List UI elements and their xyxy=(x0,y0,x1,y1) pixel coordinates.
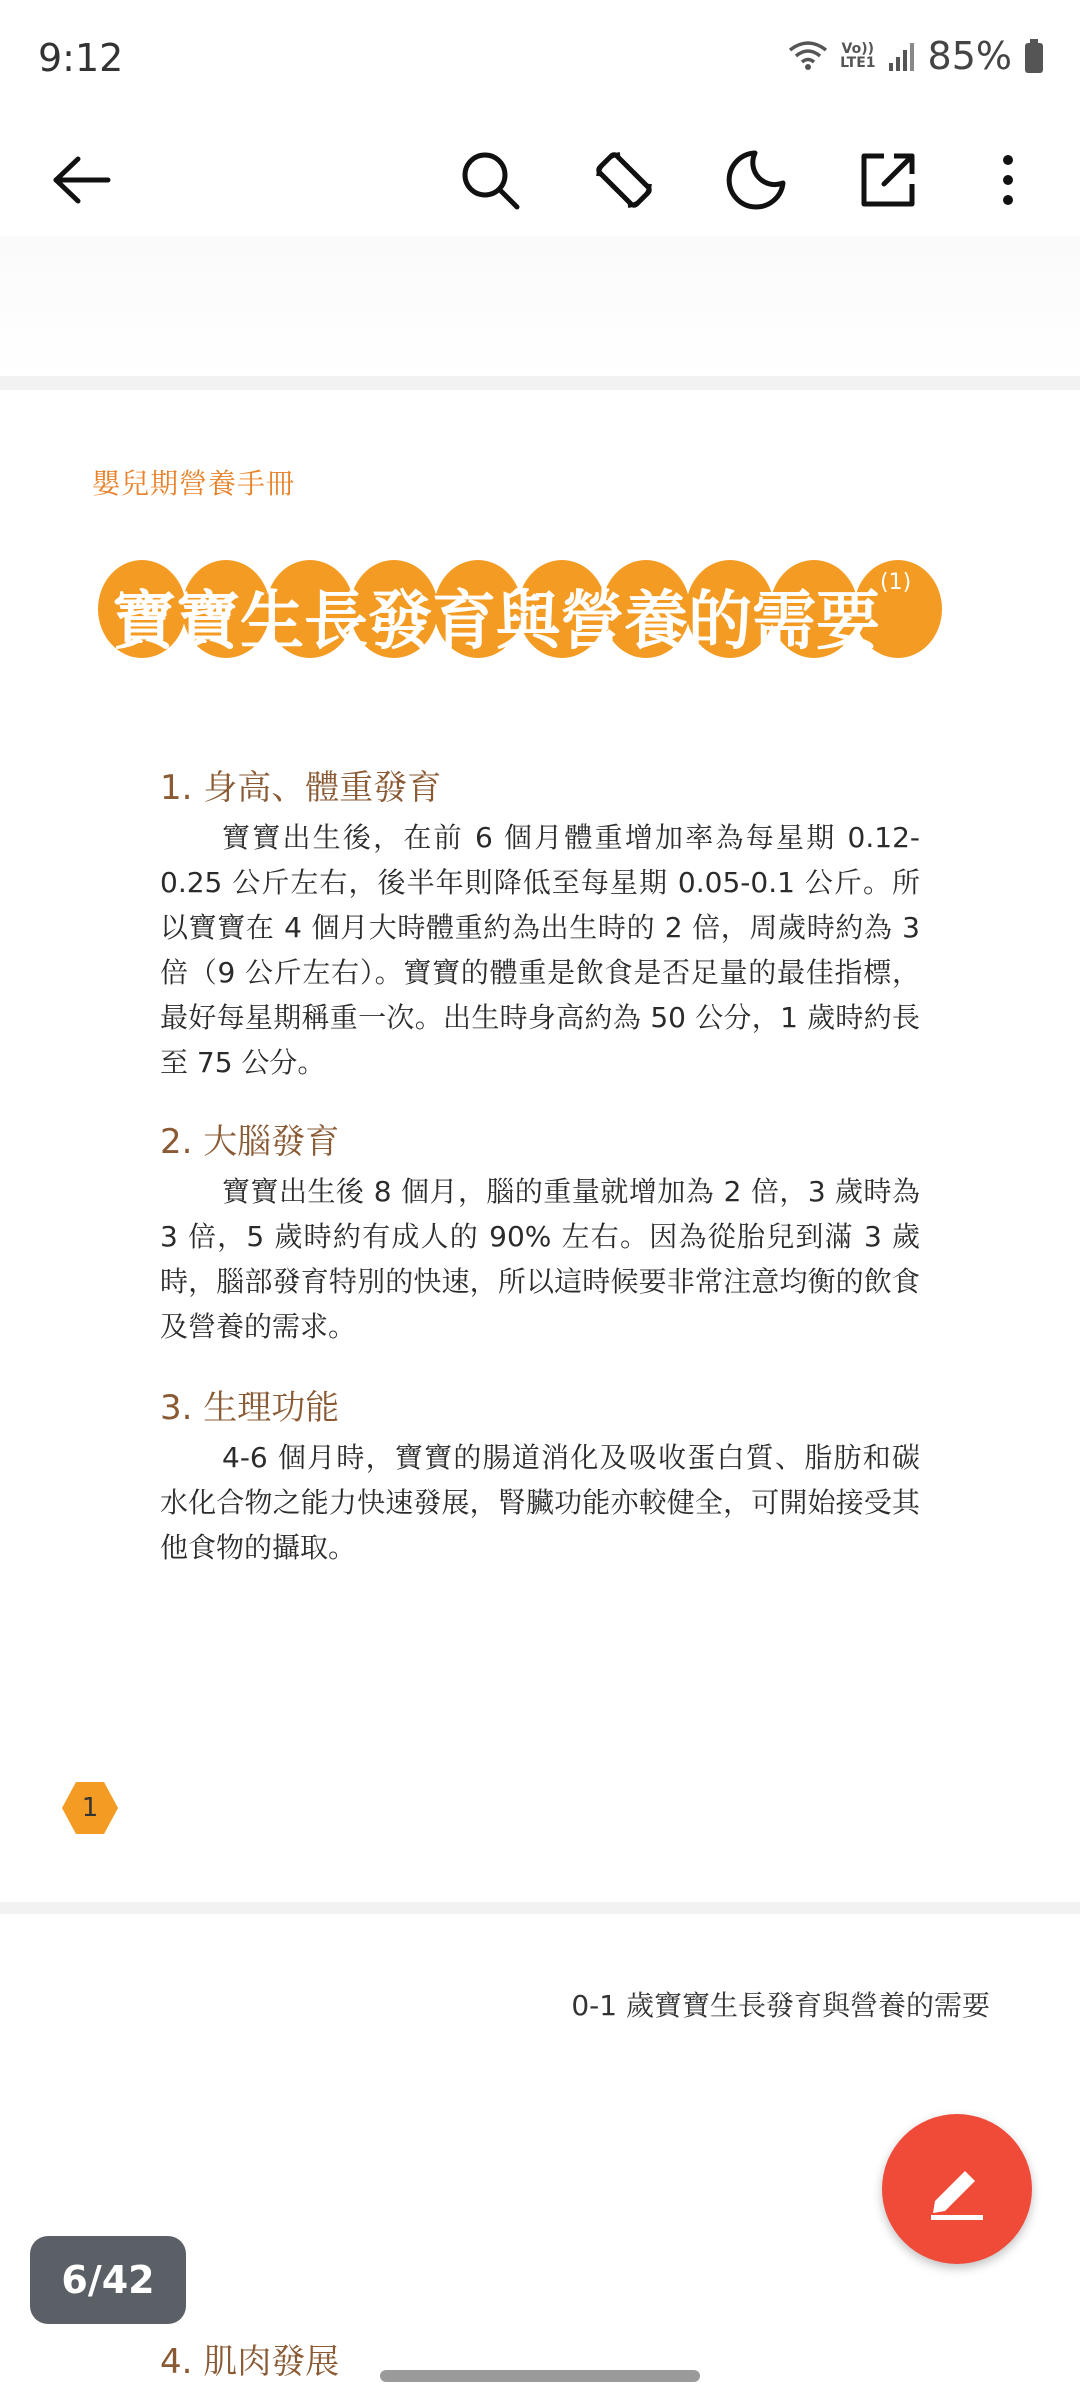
page-indicator: 6/42 xyxy=(30,2236,186,2324)
section-heading: 2. 大腦發育 xyxy=(160,1122,340,1162)
battery-percent: 85% xyxy=(927,34,1012,78)
pdf-page xyxy=(0,390,1080,1902)
back-arrow-icon[interactable] xyxy=(34,132,130,228)
section-body: 4-6 個月時，寶寶的腸道消化及吸收蛋白質、脂肪和碳水化合物之能力快速發展，腎臟功能亦較健全，可開始接受其他食物的攝取。 xyxy=(160,1441,920,1564)
wifi-icon xyxy=(788,40,828,72)
handbook-label: 嬰兒期營養手冊 xyxy=(92,467,296,500)
search-icon[interactable] xyxy=(442,132,538,228)
section-body: 寶寶出生後 8 個月，腦的重量就增加為 2 倍，3 歲時為 3 倍，5 歲時約有成人的 90% 左右。因為從胎兒到滿 3 歲時，腦部發育特別的快速，所以這時候要非常注意均衡的飲食及營養的需求。 xyxy=(160,1175,920,1343)
status-icons xyxy=(788,34,1044,78)
title-footnote: (1) xyxy=(880,570,912,595)
battery-icon xyxy=(1024,39,1044,73)
status-bar xyxy=(0,0,1080,120)
pencil-icon xyxy=(925,2157,989,2221)
section-physiology xyxy=(160,1380,920,1570)
section-brain xyxy=(160,1114,920,1349)
section-heading: 1. 身高、體重發育 xyxy=(160,768,442,808)
previous-page-bottom xyxy=(0,236,1080,376)
status-time: 9:12 xyxy=(38,36,124,80)
more-vert-icon[interactable] xyxy=(960,132,1056,228)
open-external-icon[interactable] xyxy=(840,132,936,228)
title-banner xyxy=(98,560,978,658)
dark-mode-icon[interactable] xyxy=(708,132,804,228)
rotate-screen-icon[interactable] xyxy=(576,132,672,228)
section-heading: 3. 生理功能 xyxy=(160,1388,340,1428)
page-number: 1 xyxy=(81,1793,99,1823)
signal-icon xyxy=(888,41,916,71)
next-page-heading: 4. 肌肉發展 xyxy=(160,2342,340,2382)
section-height-weight xyxy=(160,760,920,1085)
gesture-nav-handle[interactable] xyxy=(380,2370,700,2382)
page-number-badge xyxy=(62,1780,118,1836)
section-body: 寶寶出生後，在前 6 個月體重增加率為每星期 0.12-0.25 公斤左右，後半年則降低至每星期 0.05-0.1 公斤。所以寶寶在 4 個月大時體重約為出生時的 2 倍，周歲時約為 3 倍（9 公斤左右）。寶寶的體重是飲食是否足量的最佳指標，最好每星期稱重一次。出生時身高約為 50 公分，1 歲時約長至 75 公分。 xyxy=(160,821,920,1079)
volte-indicator: Vo)) LTE1 xyxy=(840,41,876,71)
edit-button[interactable] xyxy=(882,2114,1032,2264)
next-page-header: 0-1 歲寶寶生長發育與營養的需要 xyxy=(571,1989,990,2022)
app-toolbar xyxy=(0,120,1080,240)
page-title: 寶寶生長發育與營養的需要$^{(1)}$ xyxy=(112,570,912,659)
